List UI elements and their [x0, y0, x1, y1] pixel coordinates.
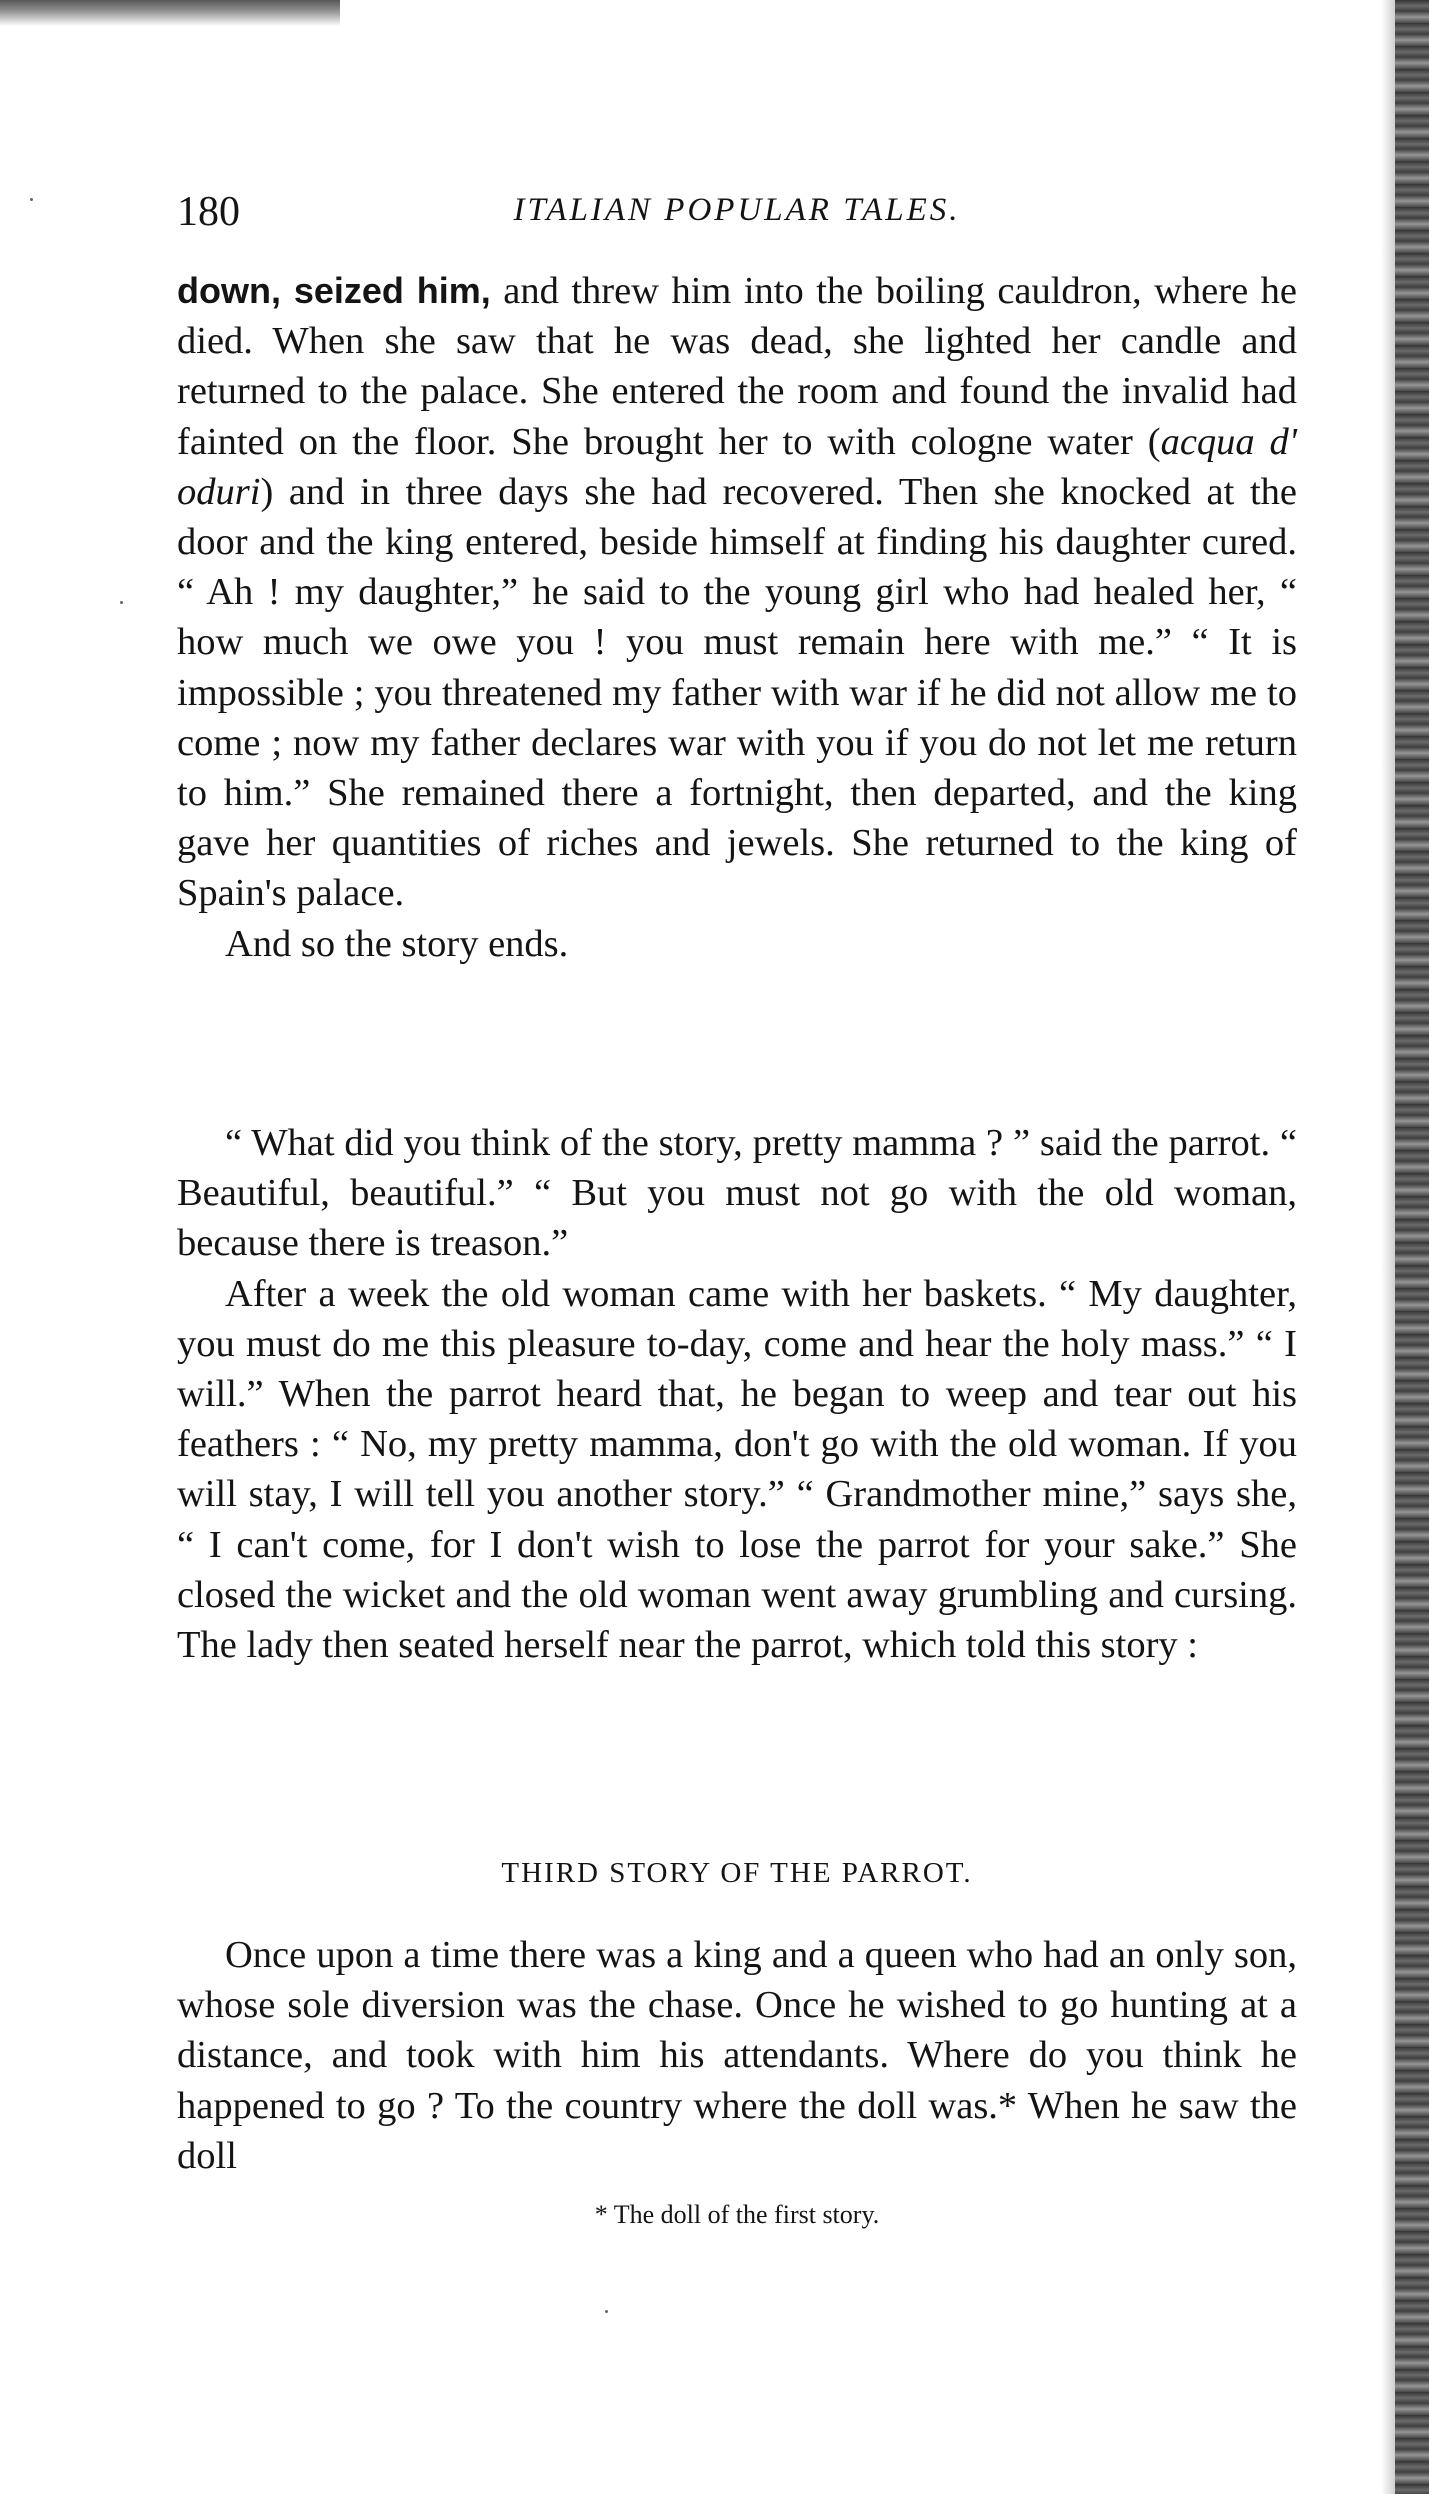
page-header — [177, 188, 1297, 248]
scan-edge-top — [0, 0, 340, 26]
footnote: * The doll of the first story. — [594, 2200, 880, 2229]
paragraph-text: ) and in three days she had recovered. Then she knocked at the door and the king entered, beside himself at finding his daughter cured. “ Ah ! my daughter,” he said to the young girl who had healed her, “ how much we owe you ! you must remain here with me.” “ It is impossible ; you threatened my father with war if he did not allow me to come ; now my father declares war with you if you do not let me return to him.” She remained there a fortnight, then departed, and the king gave her quantities of riches and jewels. She returned to the king of Spain's palace. — [177, 470, 1297, 915]
paragraph: Once upon a time there was a king and a queen who had an only son, whose sole diversion was the chase. Once he wished to go hunting at a distance, and took with him his attendants. Where do you think he happened to go ? To the country where the doll was.* When he saw the doll — [177, 1934, 1297, 2177]
bold-lead-text: down, seized him, — [177, 270, 491, 311]
scan-shadow-right — [1381, 0, 1395, 2494]
section-title: THIRD STORY OF THE PARROT. — [501, 1857, 973, 1889]
text-block-continuation — [177, 266, 1297, 969]
paragraph: After a week the old woman came with her baskets. “ My daughter, you must do me this pleasure to-day, come and hear the holy mass.” “ I will.” When the parrot heard that, he began to weep and tear out his feathers : “ No, my pretty mamma, don't go with the old woman. If you will stay, I will tell you another story.” “ Grandmother mine,” says she, “ I can't come, for I don't wish to lose the parrot for your sake.” She closed the wicket and the old woman went away grumbling and cursing. The lady then seated herself near the parrot, which told this story : — [177, 1272, 1297, 1667]
italic-phrase: acqua d' oduri — [177, 420, 1298, 513]
scan-speck — [120, 601, 123, 604]
paragraph-text: and threw him into the boiling cauldron, where he died. When she saw that he was dead, she lighted her candle and returned to the palace. She entered the room and found the invalid had fainted on the floor. She brought her to with cologne water ( — [177, 270, 1297, 463]
paragraph: “ What did you think of the story, pretty mamma ? ” said the parrot. “ Beautiful, beautiful.” “ But you must not go with the old woman, because there is treason.” — [177, 1122, 1297, 1265]
text-block-dialogue — [177, 1118, 1297, 1670]
paragraph — [177, 266, 1297, 919]
text-block-third-story — [177, 1930, 1297, 2181]
paragraph: And so the story ends. — [225, 922, 569, 965]
scan-edge-right — [1395, 0, 1429, 2494]
scan-speck — [605, 2310, 608, 2313]
page-number: 180 — [177, 189, 240, 235]
scan-speck — [30, 198, 33, 201]
running-title: ITALIAN POPULAR TALES. — [513, 192, 961, 228]
